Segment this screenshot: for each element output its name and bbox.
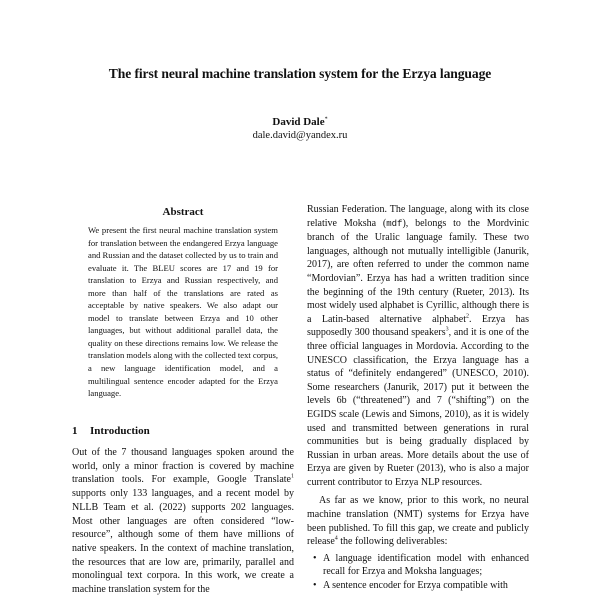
footnote-ref-3: 3 [445,327,449,334]
bullet-icon: • [313,552,317,564]
author-footnote-mark: * [324,116,328,123]
right-p2-b: the following deliverables: [337,536,448,548]
author-name-text: David Dale [272,116,325,128]
right-p2-a: As far as we know, prior to this work, no neural machine translation (NMT) systems for Erzya have been published. To fill this gap, we create and publicly release [307,495,529,548]
right-p1-a: Russian Federation. The language, along with its close relative Moksha ( [307,204,529,229]
footnote-ref-2: 2 [466,313,469,320]
right-column-body [307,203,529,593]
section-heading [72,425,150,437]
left-column-body [72,446,294,597]
left-p1-b: supports only 133 languages, and a recent model by NLLB Team et al. (2022) supports 202 languages. Most other languages are often considered “low-resource”, although some of them have millions of native speakers. In the context of machine translation, the resources that are low are, primarily, parallel and monolingual text corpora. In this work, we create a machine translation system for the [72,488,294,596]
list-item [313,552,529,579]
abstract-heading: Abstract [162,206,204,218]
deliverables-list [307,552,529,593]
list-item [313,579,529,593]
right-paragraph-2 [307,494,529,548]
footnote-ref-4: 4 [334,535,338,542]
paper-title: The first neural machine translation system for the Erzya language [108,66,492,81]
language-code: mdf [386,218,403,229]
right-p1-b: ), belongs to the Mordvinic branch of the Uralic language family. These two languages, although not mutually intelligible (Janurik, 2017), are often referred to under the common name “Mordovian”. Erzya has had a written tradition since the beginning of the 19th century (Rueter, 2013). Its most widely used alphabet is Cyrillic, although there is a Latin-based alternative alphabet [307,217,529,325]
author-email: dale.david@yandex.ru [252,130,348,141]
left-p1-a: Out of the 7 thousand languages spoken around the world, only a minor fraction is covered by machine translation tools. For example, Google Translate [72,447,294,486]
bullet-icon: • [313,580,317,592]
right-paragraph-1 [307,203,529,489]
section-number: 1 [72,425,78,437]
abstract-text: We present the first neural machine translation system for translation between the endangered Erzya language and Russian and the dataset collected by us to train and evaluate it. The BLEU scores are 17 and 19 for translation to Erzya and Russian respectively, and more than half of the translations are rated as acceptable by native speakers. We also adapt our model to translate between Erzya and 10 other languages, but without additional parallel data, the quality on these directions remains low. We release the translation models along with the collected text corpus, a new language identification model, and a multilingual sentence encoder adapted for the Erzya language. [88,225,278,399]
footnote-ref-1: 1 [291,474,294,481]
right-p1-d: , and it is one of the three official languages in Mordovia. According to the UNESCO classification, the Erzya language has a status of “definitely endangered” (UNESCO, 2010). Some researchers (Janurik, 2017) put it between the levels 6b (“threatened”) and 7 (“shifting”) on the EGIDS scale (Lewis and Simons, 2010), as it is widely used and transmitted between generations in rural communities but is being gradually displaced by Russian in urban areas. More details about the use of Erzya are given by Rueter (2013), who is also a major current contributor to Erzya NLP resources. [307,327,529,488]
list-item-text: A language identification model with enhanced recall for Erzya and Moksha languages; [323,552,529,578]
right-p1-c: . Erzya has supposedly 300 thousand speakers [307,313,529,339]
author-name [0,116,600,128]
list-item-text: A sentence encoder for Erzya compatible with [323,580,508,592]
section-title: Introduction [90,425,150,437]
